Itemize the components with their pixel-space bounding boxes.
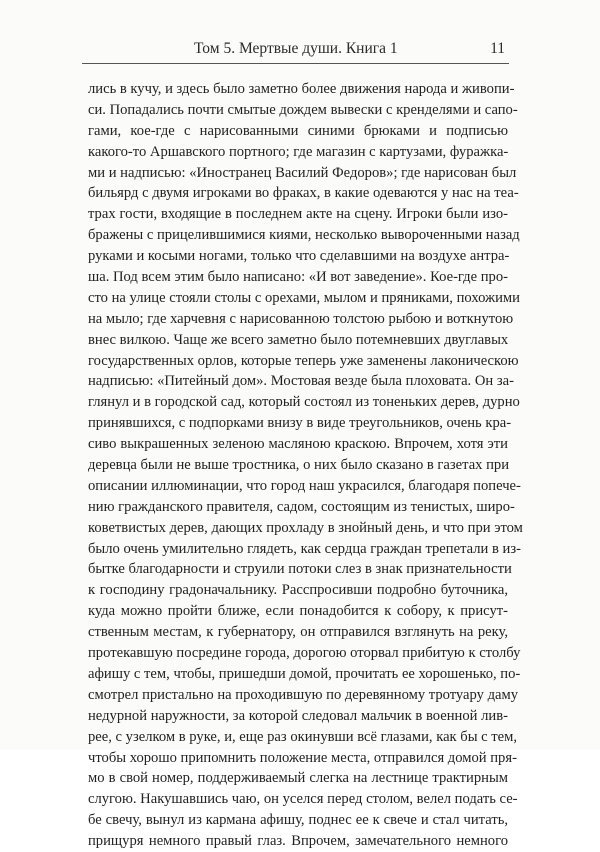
text-line: куда можно пройти ближе, если понадобится к собору, к присут- [88, 603, 508, 620]
page-number: 11 [490, 40, 505, 57]
text-line: надписью: «Питейный дом». Мостовая везде была плоховата. Он за- [88, 373, 514, 390]
body-text [88, 79, 523, 852]
text-line: внес вилкою. Чаще же всего заметно было потемневших двуглавых [88, 331, 509, 348]
text-line: ми и надписью: «Иностранец Василий Федоров»; где нарисован был [88, 164, 517, 181]
text-line: бытке благодарности и струили потоки слез в знак признательности [88, 561, 512, 578]
text-line: гами, кое-где с нарисованными синими брюками и подписью [88, 122, 508, 139]
text-line: мо в свой номер, поддерживаемый слегка на лестнице трактирным [88, 770, 508, 787]
text-line: рее, с узелком в руке, и, еще раз окинувши всё глазами, как бы с тем, [88, 728, 518, 745]
text-line: руками и косыми ногами, только что сделавшими на воздухе антра- [88, 248, 510, 265]
text-line: глянул и в городской сад, который состоял из тоненьких дерев, дурно [88, 394, 520, 411]
text-line: на мыло; где харчевня с нарисованною толстою рыбою и воткнутою [88, 310, 514, 327]
text-line: си. Попадались почти смытые дождем вывески с кренделями и сапо- [88, 101, 518, 118]
text-line: бражены с прицелившимися киями, несколько вывороченными назад [88, 227, 520, 244]
text-line: к господину градоначальнику. Расспросивши подробно буточника, [88, 582, 508, 599]
text-line: афишу с тем, чтобы, пришедши домой, прочитать ее хорошенько, по- [88, 665, 521, 682]
running-head [82, 40, 509, 64]
text-line: коветвистых дерев, дающих прохладу в знойный день, и что при этом [88, 519, 523, 536]
text-line: деревца были не выше тростника, о них было сказано в газетах при [88, 457, 510, 474]
text-line: ственным местам, к губернатору, он отправился взглянуть на реку, [88, 624, 508, 641]
text-line: прищуря немного правый глаз. Впрочем, замечательного немного [88, 833, 508, 850]
text-line: было очень умилительно глядеть, как сердца граждан трепетали в из- [88, 540, 521, 557]
text-line: бильярд с двумя игроками во фраках, в какие одеваются у нас на теа- [88, 185, 519, 202]
text-line: ша. Под всем этим было написано: «И вот заведение». Кое-где про- [88, 269, 508, 286]
text-line: государственных орлов, которые теперь уже заменены лаконическою [88, 352, 519, 369]
header-rule [82, 63, 509, 64]
text-line: описании иллюминации, что город наш украсился, благодаря попече- [88, 477, 521, 494]
text-line: сто на улице стояли столы с орехами, мылом и пряниками, похожими [88, 289, 520, 306]
text-line: слугою. Накушавшись чаю, он уселся перед столом, велел подать се- [88, 791, 518, 808]
text-line: трах гости, входящие в последнем акте на сцену. Игроки были изо- [88, 206, 508, 223]
text-line: бе свечу, вынул из кармана афишу, поднес ее к свече и стал читать, [88, 812, 508, 829]
text-line: протекавшую посредине города, дорогою оторвал прибитую к столбу [88, 645, 521, 662]
running-head-title: Том 5. Мертвые души. Книга 1 [194, 40, 398, 57]
text-line: недурной наружности, за которой следовал мальчик в военной лив- [88, 707, 508, 724]
text-line: нию гражданского правителя, садом, состоящим из тенистых, широ- [88, 498, 515, 515]
text-line: смотрел пристально на проходившую по деревянному тротуару даму [88, 686, 519, 703]
text-line: чтобы хорошо припомнить положение места, отправился домой пря- [88, 749, 517, 766]
text-line: какого-то Аршавского портного; где магазин с картузами, фуражка- [88, 143, 509, 160]
text-line: лись в кучу, и здесь было заметно более движения народа и живопи- [88, 81, 515, 97]
text-line: принявшихся, с подпорками внизу в виде треугольников, очень кра- [88, 415, 512, 432]
text-line: сиво выкрашенных зеленою масляною краскою. Впрочем, хотя эти [88, 436, 508, 453]
